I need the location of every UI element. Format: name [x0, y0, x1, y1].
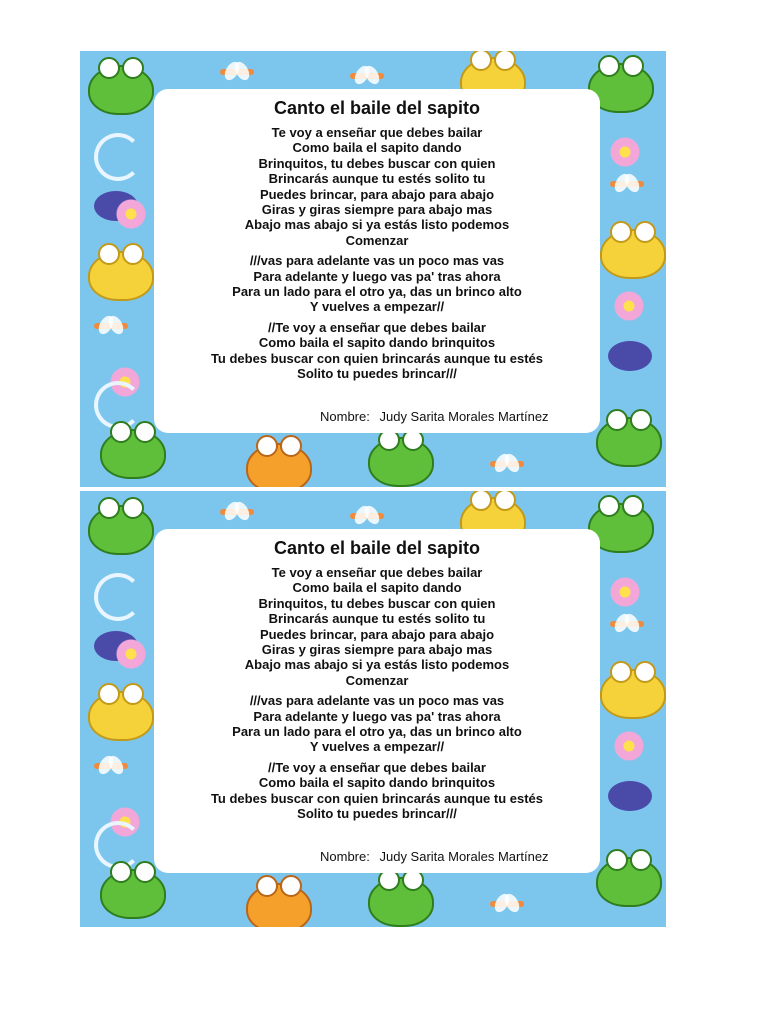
flower-icon — [614, 731, 644, 761]
stanza — [154, 760, 600, 822]
lyric-line: Y vuelves a empezar// — [309, 739, 445, 755]
lyric-line: Como baila el sapito dando brinquitos — [258, 335, 496, 351]
stanza — [154, 125, 600, 248]
lyric-line: Comenzar — [345, 232, 409, 248]
stanza — [154, 565, 600, 688]
lyrics — [154, 125, 600, 387]
stanza — [154, 693, 600, 755]
lyric-line: Te voy a enseñar que debes bailar — [271, 565, 483, 580]
frog-icon — [368, 877, 434, 927]
frog-icon — [88, 505, 154, 555]
lyric-line: Para adelante y luego vas pa' tras ahora — [253, 268, 501, 284]
lyric-line: ///vas para adelante vas un poco mas vas — [249, 693, 505, 709]
name-label: Nombre: — [320, 849, 370, 864]
frog-icon — [368, 437, 434, 487]
spiral-icon — [94, 133, 142, 181]
frog-icon — [596, 417, 662, 467]
dragonfly-icon — [94, 323, 128, 329]
dragonfly-icon — [350, 73, 384, 79]
lyric-line: Te voy a enseñar que debes bailar — [271, 125, 483, 140]
dragonfly-icon — [94, 763, 128, 769]
frog-icon — [88, 251, 154, 301]
dragonfly-icon — [490, 461, 524, 467]
lyric-line: Brincarás aunque tu estés solito tu — [268, 611, 486, 627]
spiral-icon — [94, 573, 142, 621]
lyric-line: Comenzar — [345, 672, 409, 688]
lily-pad-icon — [608, 781, 652, 811]
song-card-1 — [80, 51, 666, 487]
lyric-line: Giras y giras siempre para abajo mas — [261, 642, 493, 658]
stanza — [154, 253, 600, 315]
lyric-line: Abajo mas abajo si ya estás listo podemos — [244, 657, 510, 673]
flower-icon — [116, 639, 146, 669]
lyric-line: //Te voy a enseñar que debes bailar — [268, 759, 486, 775]
frog-icon — [246, 443, 312, 487]
lyric-line: Para un lado para el otro ya, das un brinco alto — [232, 724, 522, 740]
lyric-line: //Te voy a enseñar que debes bailar — [268, 319, 486, 335]
lyric-line: Giras y giras siempre para abajo mas — [261, 202, 493, 218]
dragonfly-icon — [220, 509, 254, 515]
stanza — [154, 320, 600, 382]
flower-icon — [116, 199, 146, 229]
frog-icon — [600, 669, 666, 719]
lyric-line: Brincarás aunque tu estés solito tu — [268, 171, 486, 187]
lyric-line: Abajo mas abajo si ya estás listo podemos — [244, 217, 510, 233]
lyric-line: Como baila el sapito dando brinquitos — [258, 775, 496, 791]
lyric-line: Tu debes buscar con quien brincarás aunque tu estés — [210, 790, 544, 806]
lyrics — [154, 565, 600, 827]
lyric-line: Y vuelves a empezar// — [309, 299, 445, 315]
lyric-line: Brinquitos, tu debes buscar con quien — [258, 595, 496, 611]
frog-icon — [246, 883, 312, 927]
lyric-line: Puedes brincar, para abajo para abajo — [259, 626, 495, 642]
frog-icon — [596, 857, 662, 907]
lyric-line: Como baila el sapito dando — [292, 580, 462, 596]
author-name: Judy Sarita Morales Martínez — [379, 409, 549, 424]
frog-icon — [88, 65, 154, 115]
dragonfly-icon — [610, 181, 644, 187]
lyric-line: Tu debes buscar con quien brincarás aunque tu estés — [210, 350, 544, 366]
flower-icon — [614, 291, 644, 321]
dragonfly-icon — [490, 901, 524, 907]
song-title: Canto el baile del sapito — [273, 98, 481, 118]
lyric-line: Brinquitos, tu debes buscar con quien — [258, 155, 496, 171]
dragonfly-icon — [220, 69, 254, 75]
frog-icon — [600, 229, 666, 279]
song-title: Canto el baile del sapito — [273, 538, 481, 558]
lyric-line: Para adelante y luego vas pa' tras ahora — [253, 708, 501, 724]
lily-pad-icon — [608, 341, 652, 371]
lyrics-panel — [154, 529, 600, 873]
dragonfly-icon — [610, 621, 644, 627]
flower-icon — [610, 577, 640, 607]
song-card-2 — [80, 491, 666, 927]
lyric-line: Como baila el sapito dando — [292, 140, 462, 156]
lyrics-panel — [154, 89, 600, 433]
author-signature — [320, 409, 549, 424]
frog-icon — [100, 869, 166, 919]
lyric-line: Solito tu puedes brincar/// — [297, 366, 457, 382]
lyric-line: ///vas para adelante vas un poco mas vas — [249, 253, 505, 269]
author-name: Judy Sarita Morales Martínez — [379, 849, 549, 864]
flower-icon — [610, 137, 640, 167]
frog-icon — [100, 429, 166, 479]
name-label: Nombre: — [320, 409, 370, 424]
dragonfly-icon — [350, 513, 384, 519]
lyric-line: Para un lado para el otro ya, das un brinco alto — [232, 284, 522, 300]
author-signature — [320, 849, 549, 864]
lyric-line: Puedes brincar, para abajo para abajo — [259, 186, 495, 202]
lyric-line: Solito tu puedes brincar/// — [297, 806, 457, 822]
frog-icon — [88, 691, 154, 741]
